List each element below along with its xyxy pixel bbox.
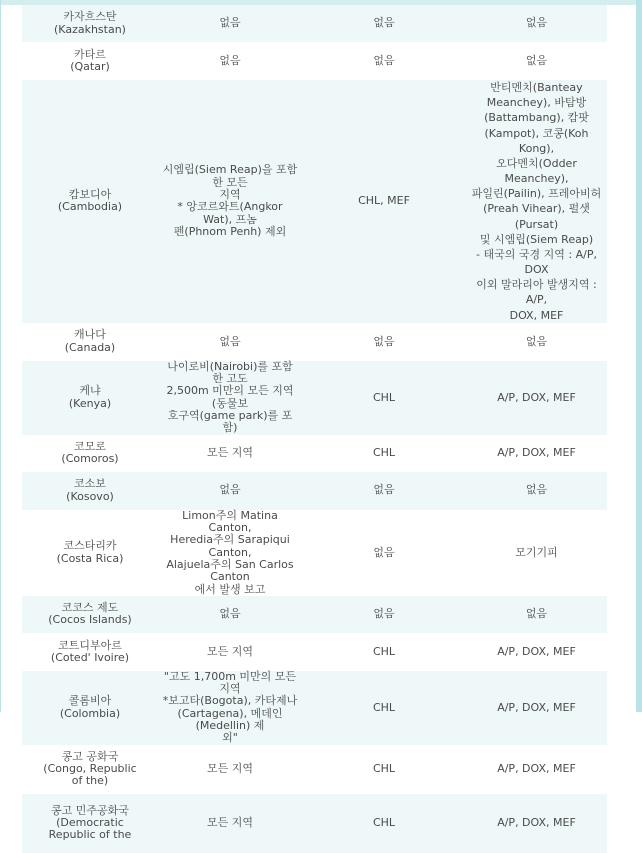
drug-text: CHL, MEF [358,194,410,208]
area-cell [158,472,302,510]
drug-text: CHL [372,816,396,830]
resistant-cell [466,745,607,794]
country-name-ko: 카타르 [74,47,106,61]
resistant-cell [466,323,607,361]
country-cell [22,361,158,435]
country-name-ko: 코코스 제도 [61,601,119,614]
table-row [22,361,607,435]
resistant-text: 모기기피 [515,545,558,559]
right-scroll-edge [636,0,642,712]
resistant-text: 없음 [525,607,548,621]
resistant-text: A/P, DOX, MEF [497,700,576,714]
area-cell [158,794,302,853]
drug-cell [302,596,466,633]
country-cell [22,80,158,323]
table-row [22,633,607,671]
drug-cell [302,361,466,435]
table-row [22,472,607,510]
table-row [22,435,607,472]
resistant-text: 없음 [525,16,548,30]
drug-text: CHL [372,390,396,404]
resistant-cell [466,80,607,323]
drug-cell [302,42,466,80]
country-name-ko: 케냐 [79,384,101,398]
country-cell [22,596,158,633]
table-row [22,323,607,361]
area-cell [158,435,302,472]
country-name-en: (Congo, Republic of the) [43,762,137,788]
table-row [22,794,607,853]
country-name-ko: 캐나다 [74,328,106,342]
country-cell [22,42,158,80]
drug-cell [302,472,466,510]
drug-text: CHL [372,700,396,714]
area-text: 나이로비(Nairobi)를 포함한 고도 2,500m 미만의 모든 지역(동물보 호구역(game park)를 포함) [166,359,294,435]
area-text: 없음 [219,334,241,348]
table-row [22,671,607,745]
country-cell [22,472,158,510]
country-cell [22,323,158,361]
resistant-text: A/P, DOX, MEF [497,390,576,404]
drug-cell [302,794,466,853]
table-row [22,596,607,633]
resistant-text: 없음 [525,334,548,348]
area-cell [158,361,302,435]
country-name-en: (Costa Rica) [56,551,124,565]
country-name-ko: 콩고 민주공화국 [51,803,129,817]
area-cell [158,42,302,80]
drug-cell [302,323,466,361]
country-name-en: (Kosovo) [66,489,114,503]
country-cell [22,794,158,853]
drug-text: 없음 [373,607,395,621]
drug-cell [302,671,466,745]
drug-cell [302,5,466,42]
country-name-ko: 코스타리카 [63,539,117,553]
resistant-text: A/P, DOX, MEF [497,762,576,776]
resistant-cell [466,633,607,671]
resistant-cell [466,472,607,510]
country-cell [22,510,158,596]
country-cell [22,633,158,671]
drug-text: 없음 [373,16,395,30]
area-cell [158,80,302,323]
country-cell [22,435,158,472]
country-name-ko: 카자흐스탄 [63,10,117,24]
country-name-ko: 코트디부아르 [58,638,122,652]
country-name-en: (Coted' Ivoire) [50,650,130,664]
resistant-cell [466,5,607,42]
area-cell [158,596,302,633]
country-name-en: (Colombia) [59,706,121,720]
drug-text: 없음 [373,483,395,497]
area-text: "고도 1,700m 미만의 모든 지역 *보고타(Bogota), 카타제나 (Cartagena), 메데인(Medellin) 제 외" [162,669,298,745]
area-cell [158,671,302,745]
country-name-en: (Canada) [64,340,116,354]
area-cell [158,510,302,596]
country-name-en: (Qatar) [70,60,110,73]
table-row [22,510,607,596]
country-name-en: (Cambodia) [57,200,123,214]
country-malaria-table [22,5,607,853]
country-name-ko: 코모로 [74,439,106,453]
area-text: 없음 [219,16,241,30]
country-name-en: (Kazakhstan) [54,22,126,36]
country-name-en: (Cocos Islands) [48,613,132,627]
drug-text: 없음 [373,334,395,348]
resistant-cell [466,361,607,435]
table-row [22,80,607,323]
drug-cell [302,510,466,596]
area-text: 모든 지역 [206,445,253,459]
area-text: 모든 지역 [206,644,253,658]
country-cell [22,671,158,745]
drug-cell [302,745,466,794]
area-cell [158,745,302,794]
resistant-cell [466,510,607,596]
resistant-text: A/P, DOX, MEF [497,445,576,459]
country-name-ko: 콩고 공화국 [61,749,119,763]
resistant-cell [466,671,607,745]
drug-cell [302,435,466,472]
table-row [22,745,607,794]
resistant-text: 없음 [525,53,548,67]
drug-text: CHL [372,644,396,658]
area-cell [158,633,302,671]
country-name-en: (Kenya) [68,396,112,410]
resistant-cell [466,794,607,853]
area-text: 없음 [219,483,241,497]
country-name-en: (Democratic Republic of the [48,816,132,842]
country-name-ko: 캄보디아 [68,188,112,202]
area-text: Limon주의 Matina Canton, Heredia주의 Sarapiqui Canton, Alajuela주의 San Carlos Canton 에서 발생 보고 [166,508,294,596]
table-row [22,5,607,42]
resistant-text: A/P, DOX, MEF [497,644,576,658]
resistant-text: A/P, DOX, MEF [497,816,576,830]
drug-text: 없음 [373,53,395,67]
area-text: 모든 지역 [206,816,253,830]
resistant-cell [466,42,607,80]
drug-cell [302,80,466,323]
drug-text: 없음 [373,545,395,559]
country-cell [22,5,158,42]
area-text: 없음 [219,607,241,621]
drug-cell [302,633,466,671]
area-text: 시엠립(Siem Reap)을 포함한 모든 지역 * 앙코르와트(Angkor Wat), 프놈 펜(Phnom Penh) 제외 [162,163,298,238]
country-name-ko: 콜롬비아 [68,694,112,708]
country-name-ko: 코소보 [74,477,106,491]
resistant-cell [466,596,607,633]
drug-text: CHL [372,762,396,776]
resistant-text: 없음 [525,483,548,497]
table-row [22,42,607,80]
area-text: 모든 지역 [206,762,253,776]
country-name-en: (Comoros) [61,452,119,466]
left-border [0,0,1,712]
drug-text: CHL [372,445,396,459]
country-cell [22,745,158,794]
area-cell [158,5,302,42]
area-cell [158,323,302,361]
resistant-text: 반티멘치(Banteay Meanchey), 바탐방 (Battambang), 캄팟 (Kampot), 코콩(Koh Kong), 오다멘치(Odder Meanchey), 파일린(Pailin), 프레아비허 (Preah Vihear), 펄샛(Pursat) 및 시엠립(Siem Reap) - 태국의 국경 지역 : A/P, DOX 이외 말라리아 발생지역 : A/P, DOX, MEF [471,81,602,322]
resistant-cell [466,435,607,472]
area-text: 없음 [219,53,241,67]
